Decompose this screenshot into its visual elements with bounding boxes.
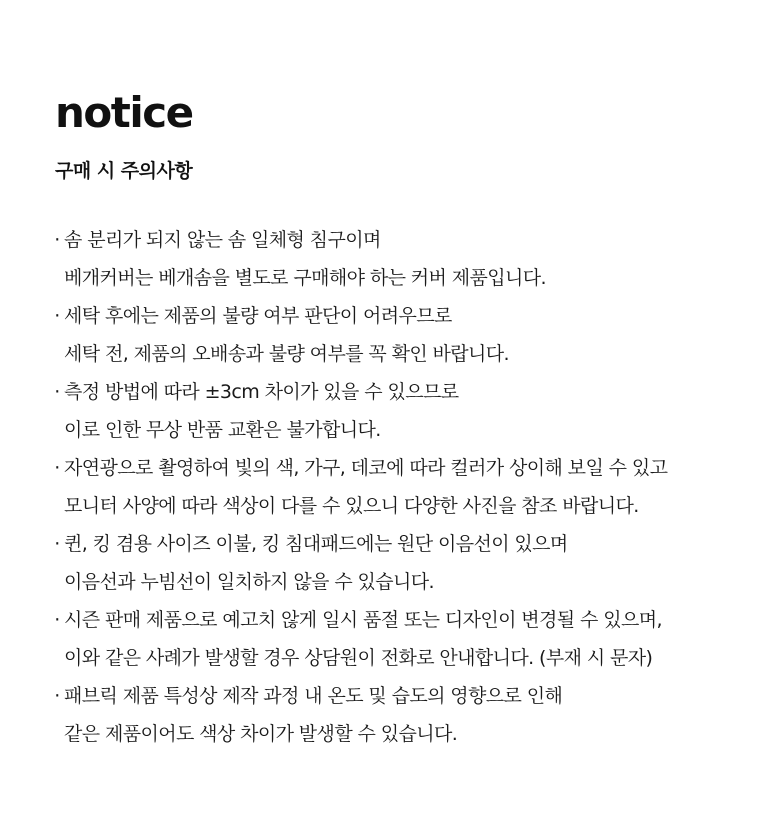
notice-item-line-1: 시즌 판매 제품으로 예고치 않게 일시 품절 또는 디자인이 변경될 수 있으며,: [64, 609, 662, 631]
notice-item-line-2: 모니터 사양에 따라 색상이 다를 수 있으니 다양한 사진을 참조 바랍니다.: [64, 495, 639, 517]
notice-item: [50, 601, 750, 677]
notice-item-line-1: 세탁 후에는 제품의 불량 여부 판단이 어려우므로: [64, 305, 452, 327]
bullet-icon: ·: [54, 305, 60, 327]
notice-item-line-2: 세탁 전, 제품의 오배송과 불량 여부를 꼭 확인 바랍니다.: [64, 343, 509, 365]
notice-item: [50, 221, 750, 297]
notice-item-line-1: 솜 분리가 되지 않는 솜 일체형 침구이며: [64, 229, 381, 251]
bullet-icon: ·: [54, 533, 60, 555]
notice-item-line-1: 퀸, 킹 겸용 사이즈 이불, 킹 침대패드에는 원단 이음선이 있으며: [64, 533, 568, 555]
notice-item-line-2: 이음선과 누빔선이 일치하지 않을 수 있습니다.: [64, 571, 434, 593]
notice-item-line-2: 같은 제품이어도 색상 차이가 발생할 수 있습니다.: [64, 723, 458, 745]
notice-item: [50, 525, 750, 601]
notice-list: [50, 221, 750, 753]
notice-item-line-2: 베개커버는 베개솜을 별도로 구매해야 하는 커버 제품입니다.: [64, 267, 546, 289]
notice-item-line-2: 이와 같은 사례가 발생할 경우 상담원이 전화로 안내합니다. (부재 시 문자): [64, 647, 653, 669]
bullet-icon: ·: [54, 229, 60, 251]
notice-item: [50, 373, 750, 449]
page-subtitle: 구매 시 주의사항: [55, 160, 193, 182]
bullet-icon: ·: [54, 381, 60, 403]
notice-item: [50, 297, 750, 373]
bullet-icon: ·: [54, 685, 60, 707]
notice-item: [50, 449, 750, 525]
notice-item-line-1: 측정 방법에 따라 ±3cm 차이가 있을 수 있으므로: [64, 381, 459, 403]
bullet-icon: ·: [54, 457, 60, 479]
bullet-icon: ·: [54, 609, 60, 631]
notice-item: [50, 677, 750, 753]
page-title: notice: [55, 88, 193, 137]
notice-item-line-2: 이로 인한 무상 반품 교환은 불가합니다.: [64, 419, 381, 441]
notice-item-line-1: 패브릭 제품 특성상 제작 과정 내 온도 및 습도의 영향으로 인해: [64, 685, 563, 707]
notice-item-line-1: 자연광으로 촬영하여 빛의 색, 가구, 데코에 따라 컬러가 상이해 보일 수 있고: [64, 457, 668, 479]
